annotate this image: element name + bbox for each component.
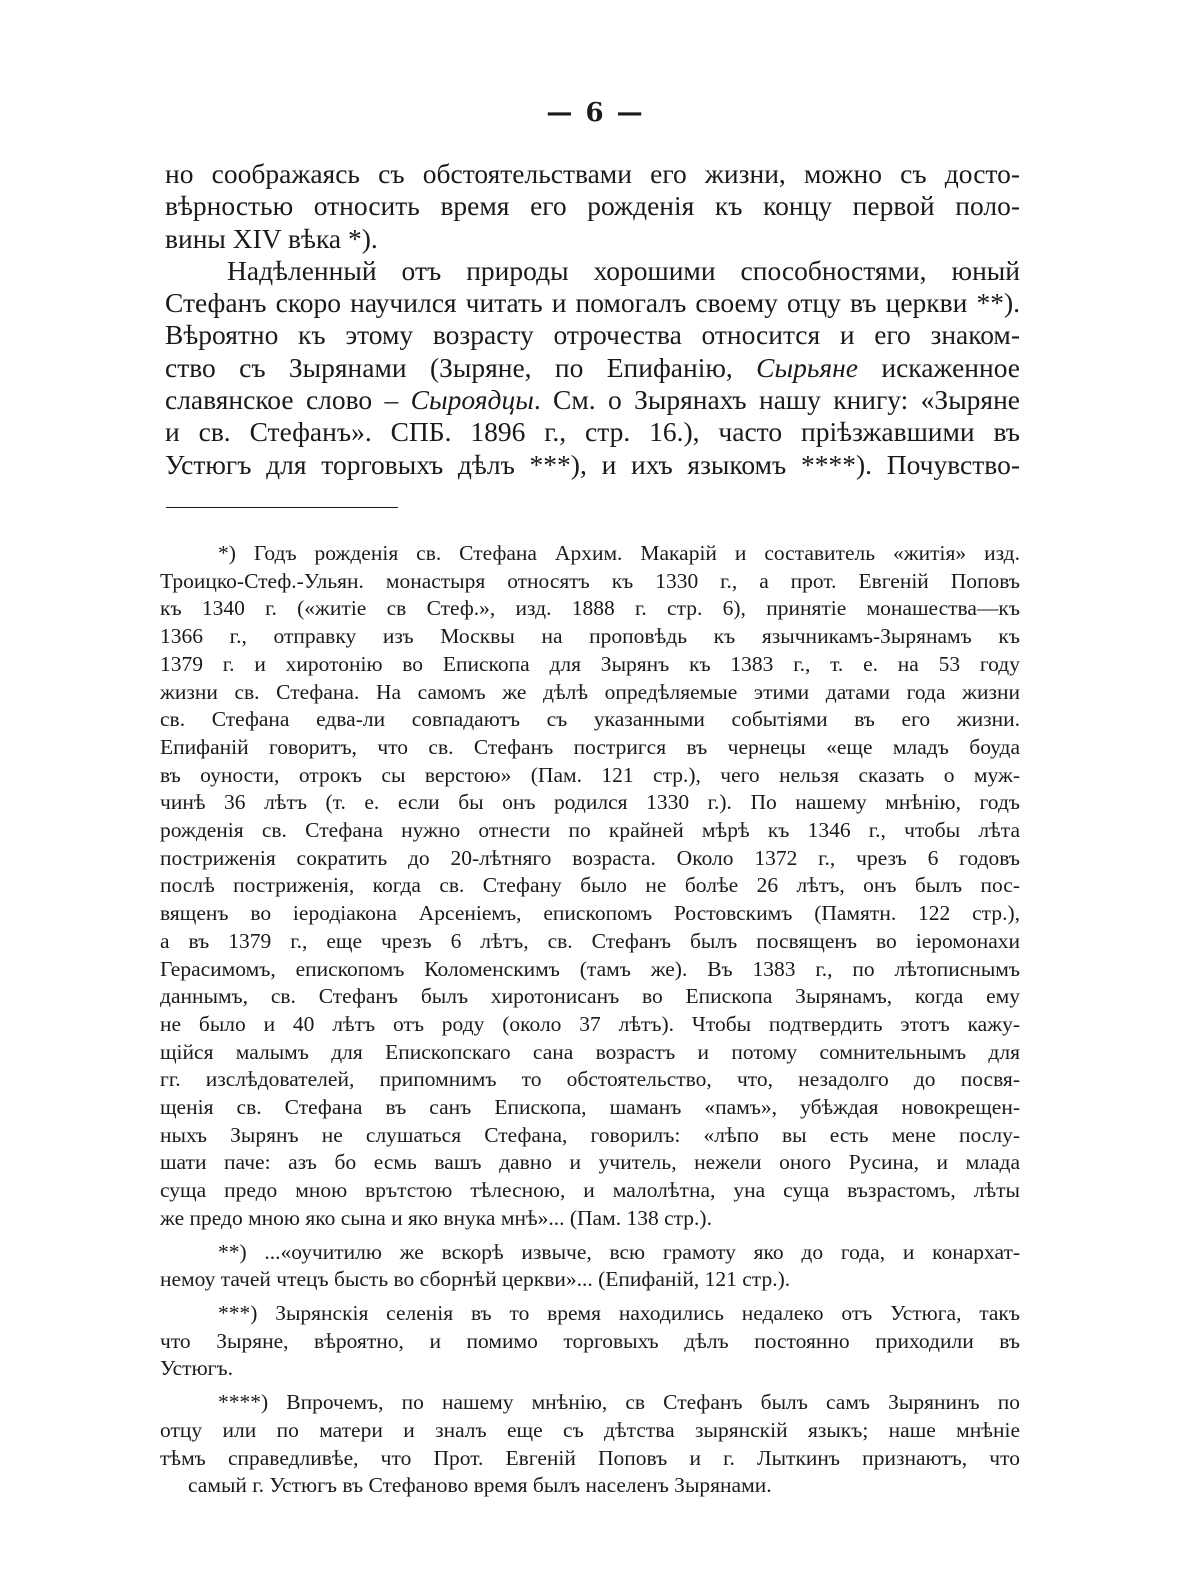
main-text-segment: славянское слово – — [165, 384, 399, 416]
footnote-line: самый г. Устюгъ въ Стефаново время былъ населенъ Зырянами. — [188, 1473, 772, 1498]
footnote-line: вященъ во іеродіакона Арсеніемъ, епископомъ Ростовскимъ (Памятн. 122 стр.), — [160, 901, 1020, 926]
main-line: Вѣроятно къ этому возрасту отрочества относится и его знаком- — [165, 319, 1020, 351]
footnote-line: послѣ постриженія, когда св. Стефану было не болѣе 26 лѣтъ, онъ былъ пос- — [160, 873, 1020, 898]
footnote-line: отцу или по матери и зналъ еще съ дѣтства зырянскій языкъ; наше мнѣніе — [160, 1417, 1020, 1442]
main-line: Надѣленный отъ природы хорошими способностями, юный — [227, 254, 1020, 286]
italic-term: Сырьяне — [756, 351, 858, 383]
footnote-3 — [160, 1300, 1020, 1383]
page-number: — 6 — — [546, 98, 645, 128]
footnote-line: рожденія св. Стефана нужно отнести по крайней мѣрѣ къ 1346 г., чтобы лѣта — [160, 818, 1020, 843]
footnote-line: не было и 40 лѣтъ отъ роду (около 37 лѣтъ). Чтобы подтвердить этотъ кажу- — [160, 1011, 1020, 1036]
footnote-divider — [166, 507, 398, 508]
footnote-line: Епифаній говоритъ, что св. Стефанъ постригся въ чернецы «еще младъ боуда — [160, 734, 1020, 759]
footnote-line: **) ...«оучитилю же вскорѣ извыче, всю грамоту яко до года, и конархат- — [218, 1239, 1020, 1264]
footnote-line: а въ 1379 г., еще чрезъ 6 лѣтъ, св. Стефанъ былъ посвященъ во іеромонахи — [160, 928, 1020, 953]
main-line: вѣрностью относить время его рожденія къ концу первой поло- — [165, 190, 1020, 222]
footnote-line: въ оуности, отрокъ сы верстою» (Пам. 121 стр.), чего нельзя сказать о муж- — [160, 762, 1020, 787]
footnote-line: чинѣ 36 лѣтъ (т. е. если бы онъ родился 1330 г.). По нашему мнѣнію, годъ — [160, 790, 1020, 815]
main-line — [165, 352, 1020, 384]
main-text — [165, 158, 1020, 481]
main-text-segment: искаженное — [881, 351, 1021, 383]
footnote-line: суща предо мною врътстою тѣлесною, и малолѣтна, уна суща възрастомъ, лѣты — [160, 1178, 1020, 1203]
footnote-2 — [160, 1239, 1020, 1294]
footnote-line: ныхъ Зырянъ не слушаться Стефана, говорилъ: «лѣпо вы есть мене послу- — [160, 1122, 1020, 1147]
footnote-line: гг. изслѣдователей, припомнимъ то обстоятельство, что, незадолго до посвя- — [160, 1067, 1020, 1092]
main-line: и св. Стефанъ». СПБ. 1896 г., стр. 16.), часто пріѣзжавшими въ — [165, 416, 1020, 448]
main-line — [165, 384, 1020, 416]
footnote-line: ***) Зырянскія селенія въ то время находились недалеко отъ Устюга, такъ — [218, 1300, 1020, 1325]
main-line: Устюгъ для торговыхъ дѣлъ ***), и ихъ языкомъ ****). Почувство- — [165, 448, 1020, 480]
footnote-line: Герасимомъ, епископомъ Коломенскимъ (тамъ же). Въ 1383 г., по лѣтописнымъ — [160, 956, 1020, 981]
footnote-line: шати паче: азъ бо есмь вашъ давно и учитель, нежели оного Русина, и млада — [160, 1150, 1020, 1175]
main-line: Стефанъ скоро научился читать и помогалъ своему отцу въ церкви **). — [165, 287, 1020, 319]
footnote-line: постриженія сократить до 20-лѣтняго возраста. Около 1372 г., чрезъ 6 годовъ — [160, 845, 1020, 870]
footnote-line: что Зыряне, вѣроятно, и помимо торговыхъ дѣлъ постоянно приходили въ — [160, 1328, 1020, 1353]
main-text-segment: . См. о Зырянахъ нашу книгу: «Зыряне — [533, 384, 1020, 416]
footnote-line: тѣмъ справедливѣе, что Прот. Евгеній Поповъ и г. Лыткинъ признаютъ, что — [160, 1445, 1020, 1470]
footnotes — [160, 540, 1020, 1500]
main-line: но соображаясь съ обстоятельствами его жизни, можно съ досто- — [165, 158, 1020, 189]
footnote-line: Троицко-Стеф.-Ульян. монастыря относятъ къ 1330 г., а прот. Евгеній Поповъ — [160, 568, 1020, 593]
footnote-line: немоу тачей чтецъ бысть во сборнѣй церкви»... (Епифаній, 121 стр.). — [160, 1267, 791, 1292]
footnote-line: же предо мною яко сына и яко внука мнѣ»... (Пам. 138 стр.). — [160, 1205, 712, 1230]
footnote-line: щійся малымъ для Епископскаго сана возрастъ и потому сомнительнымъ для — [160, 1039, 1020, 1064]
footnote-4 — [160, 1389, 1020, 1500]
main-text-segment: ство съ Зырянами (Зыряне, по Епифанію, — [165, 351, 733, 383]
footnote-line: щенія св. Стефана въ санъ Епископа, шаманъ «памъ», убѣждая новокрещен- — [160, 1095, 1020, 1120]
footnote-line: 1379 г. и хиротонію во Епископа для Зырянъ къ 1383 г., т. е. на 53 году — [160, 651, 1020, 676]
italic-term: Сыроядцы — [410, 384, 534, 416]
footnote-1 — [160, 540, 1020, 1233]
footnote-line: жизни св. Стефана. На самомъ же дѣлѣ опредѣляемые этими датами года жизни — [160, 679, 1020, 704]
footnote-line: *) Годъ рожденія св. Стефана Архим. Макарій и составитель «житія» изд. — [218, 541, 1020, 565]
footnote-line: св. Стефана едва-ли совпадаютъ съ указанными событіями въ его жизни. — [160, 707, 1020, 732]
footnote-line: даннымъ, св. Стефанъ былъ хиротонисанъ во Епископа Зырянамъ, когда ему — [160, 984, 1020, 1009]
footnote-line: 1366 г., отправку изъ Москвы на проповѣдь къ язычникамъ-Зырянамъ къ — [160, 624, 1020, 649]
footnote-line: къ 1340 г. («житіе св Стеф.», изд. 1888 г. стр. 6), принятіе монашества—къ — [160, 596, 1020, 621]
footnote-line: ****) Впрочемъ, по нашему мнѣнію, св Стефанъ былъ самъ Зырянинъ по — [218, 1390, 1020, 1415]
footnote-line: Устюгъ. — [160, 1356, 233, 1381]
main-line: вины XIV вѣка *). — [165, 222, 378, 254]
